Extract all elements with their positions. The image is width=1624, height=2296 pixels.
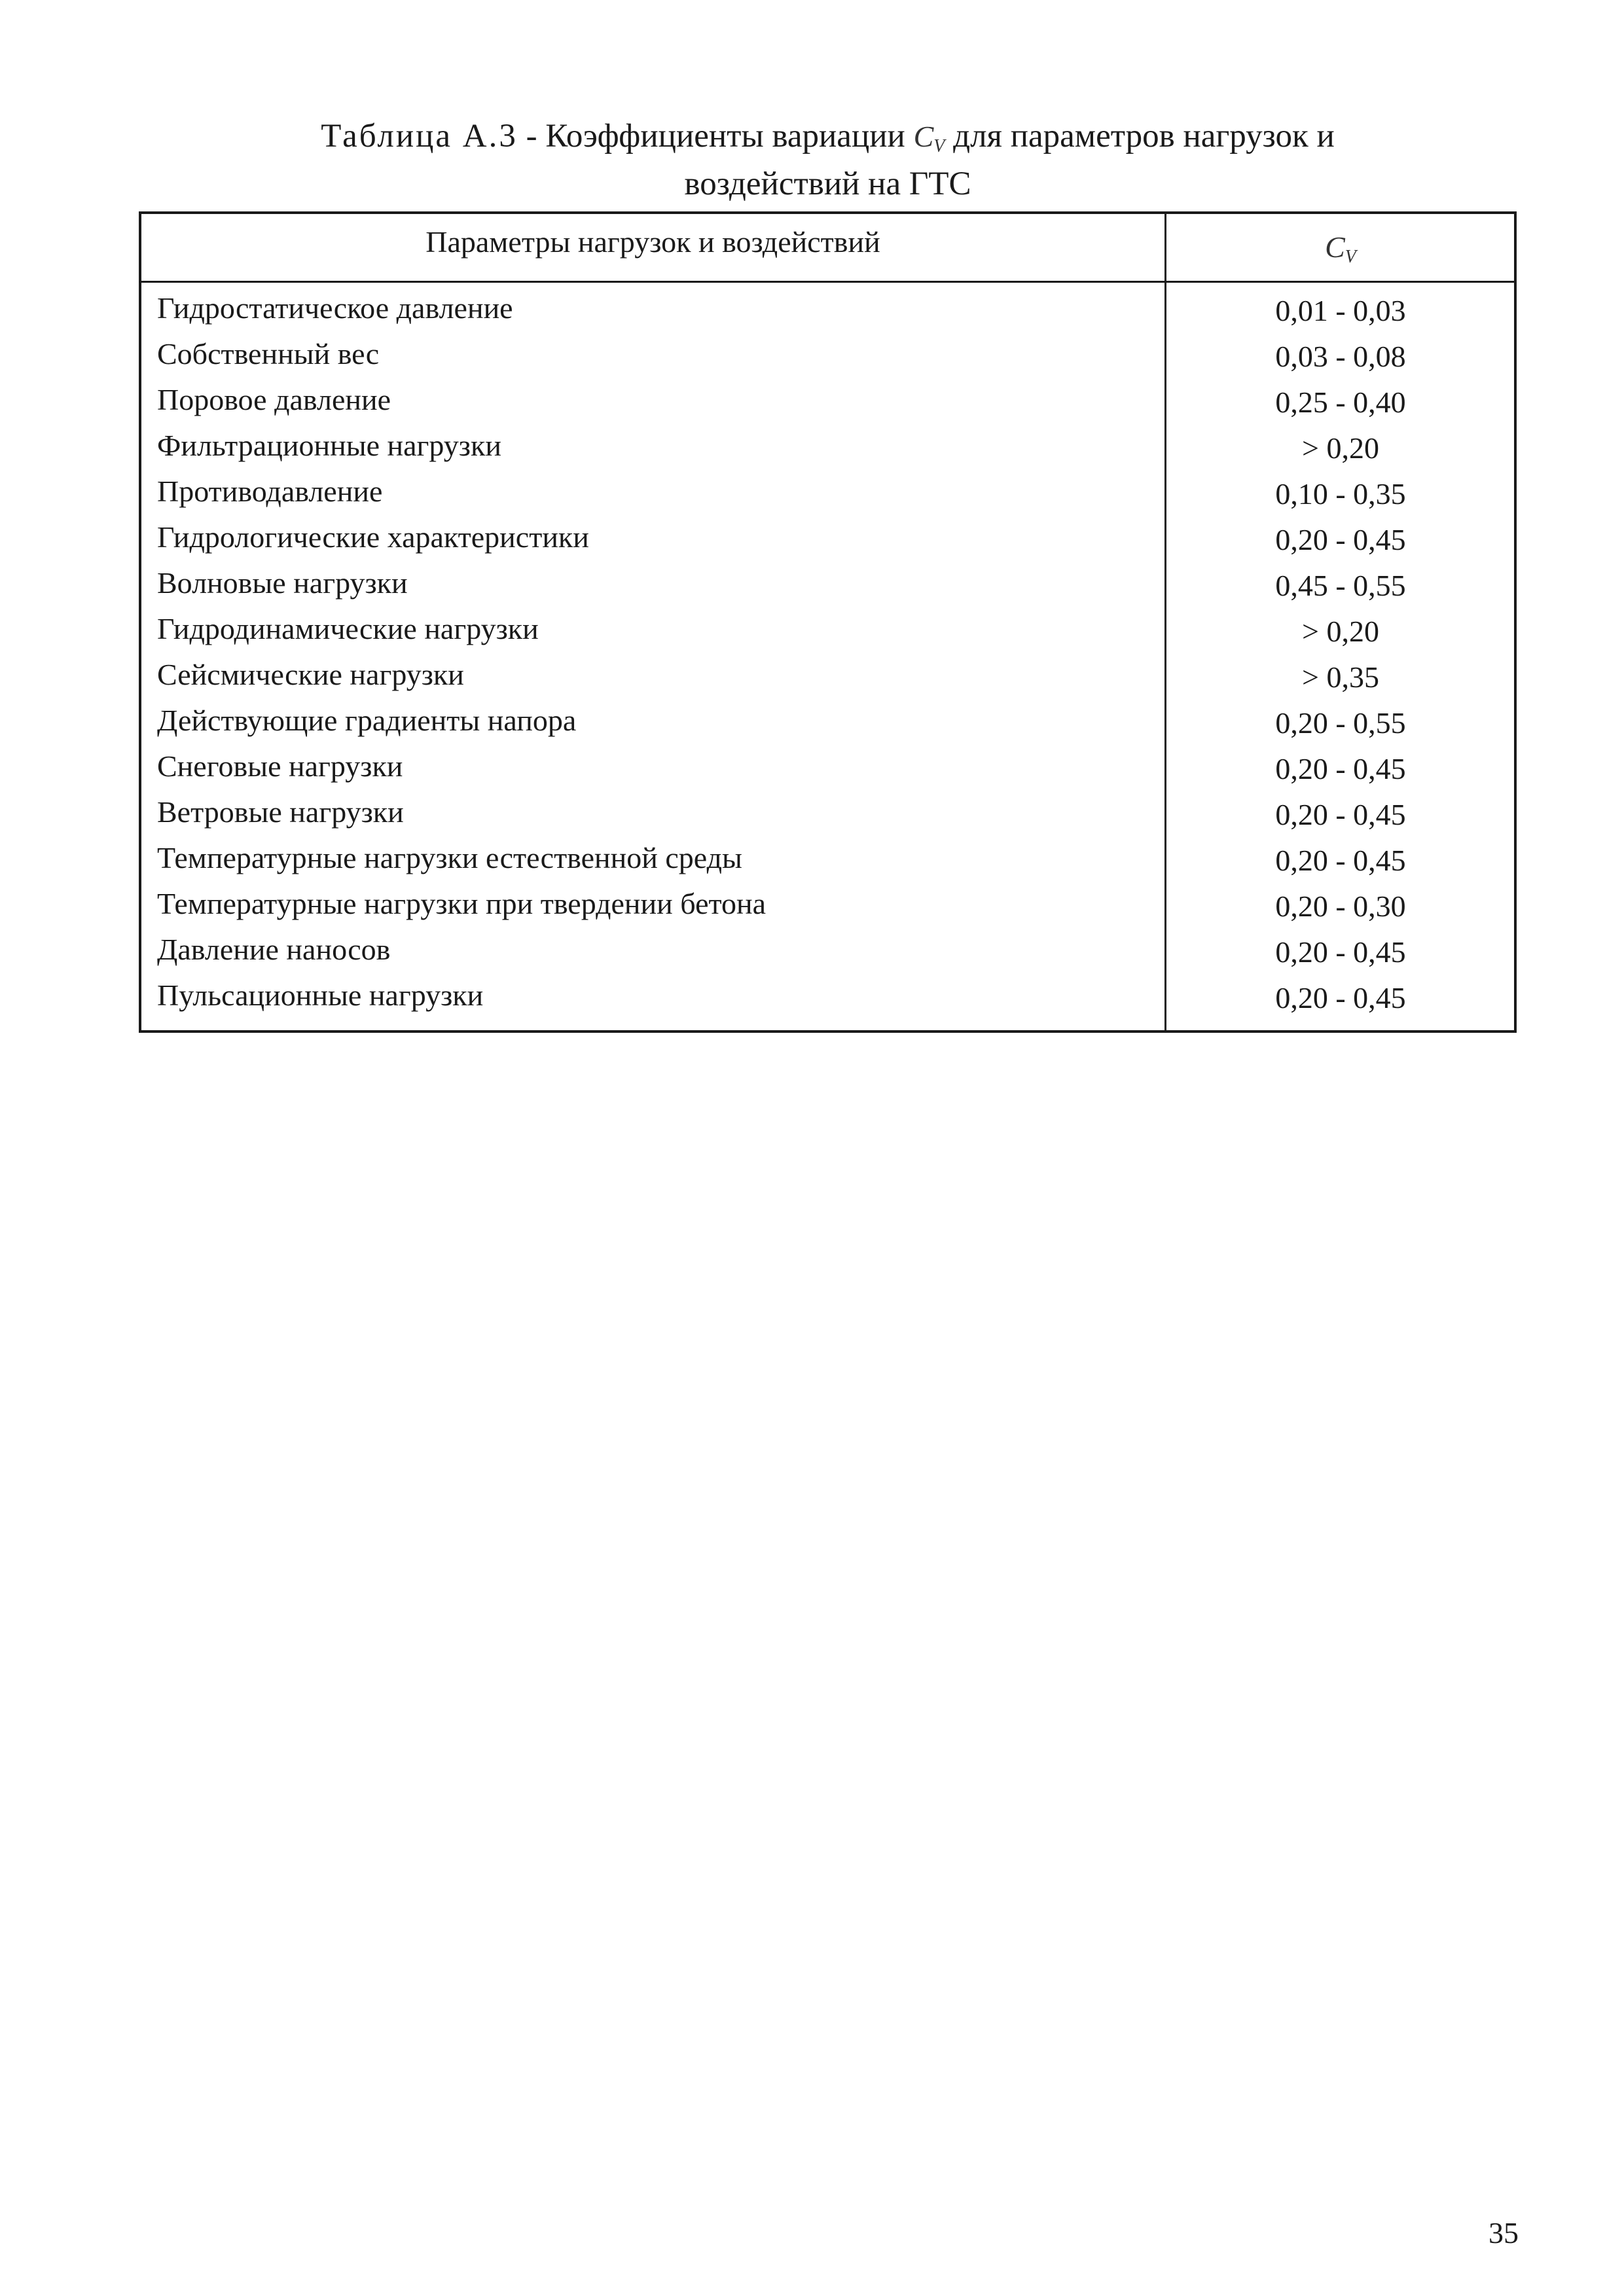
table-row [141,747,1514,793]
param-name-cell: Снеговые нагрузки [157,749,403,783]
table-row [141,977,1514,1022]
table-row [141,793,1514,839]
param-name-cell: Гидрологические характеристики [157,520,589,554]
caption-text-before-symbol: - Коэффициенты вариации [517,118,914,154]
param-name-cell: Давление наносов [157,933,391,966]
param-name-cell: Гидростатическое давление [157,291,513,325]
header-cv-main: C [1325,230,1345,264]
header-cv-cell [1166,228,1515,266]
cv-value-cell: 0,45 - 0,55 [1275,569,1406,602]
table-row [141,289,1514,335]
table-row [141,518,1514,564]
table-caption [139,113,1517,207]
header-param-cell: Параметры нагрузок и воздействий [425,225,880,259]
cv-value-cell: 0,25 - 0,40 [1275,386,1406,419]
table-row [141,885,1514,931]
param-name-cell: Ветровые нагрузки [157,795,404,829]
cv-value-cell: 0,20 - 0,45 [1275,935,1406,969]
cv-value-cell: 0,03 - 0,08 [1275,340,1406,373]
table-row [141,931,1514,977]
param-name-cell: Действующие градиенты напора [157,704,577,737]
table-row [141,335,1514,381]
caption-cv-main: C [913,120,934,153]
param-name-cell: Температурные нагрузки при твердении бетона [157,887,767,920]
cv-value-cell: 0,20 - 0,55 [1275,706,1406,740]
header-cv-sub: V [1344,247,1356,267]
param-name-cell: Поровое давление [157,383,391,416]
caption-cv-symbol [913,120,945,156]
param-name-cell: Сейсмические нагрузки [157,658,464,691]
param-name-cell: Собственный вес [157,337,380,370]
table-row [141,473,1514,518]
param-name-cell: Волновые нагрузки [157,566,408,600]
cv-value-cell: 0,10 - 0,35 [1275,477,1406,511]
cv-value-cell: 0,20 - 0,30 [1275,889,1406,923]
table-row [141,610,1514,656]
page-number: 35 [1489,2216,1519,2250]
param-name-cell: Пульсационные нагрузки [157,978,484,1012]
cv-value-cell: 0,20 - 0,45 [1275,798,1406,831]
caption-cv-sub: V [933,136,945,156]
table-row [141,702,1514,747]
cv-value-cell: 0,01 - 0,03 [1275,294,1406,327]
cv-value-cell: 0,20 - 0,45 [1275,752,1406,785]
coefficients-table [139,211,1517,1033]
cv-value-cell: > 0,35 [1302,660,1379,694]
param-name-cell: Температурные нагрузки естественной среды [157,841,742,874]
table-row [141,656,1514,702]
caption-line-1 [139,113,1517,160]
cv-value-cell: > 0,20 [1302,615,1379,648]
table-header-row [141,214,1514,283]
table-row [141,381,1514,427]
caption-text-after-symbol: для параметров нагрузок и [945,118,1335,154]
table-row [141,564,1514,610]
caption-prefix: Таблица А.3 [321,118,518,154]
param-name-cell: Гидродинамические нагрузки [157,612,539,645]
table-row [141,427,1514,473]
table-row [141,839,1514,885]
param-name-cell: Фильтрационные нагрузки [157,429,501,462]
param-name-cell: Противодавление [157,475,383,508]
cv-value-cell: 0,20 - 0,45 [1275,981,1406,1014]
caption-line-2: воздействий на ГТС [684,166,971,202]
cv-value-cell: > 0,20 [1302,431,1379,465]
cv-value-cell: 0,20 - 0,45 [1275,844,1406,877]
table-body [141,289,1514,1022]
cv-value-cell: 0,20 - 0,45 [1275,523,1406,556]
